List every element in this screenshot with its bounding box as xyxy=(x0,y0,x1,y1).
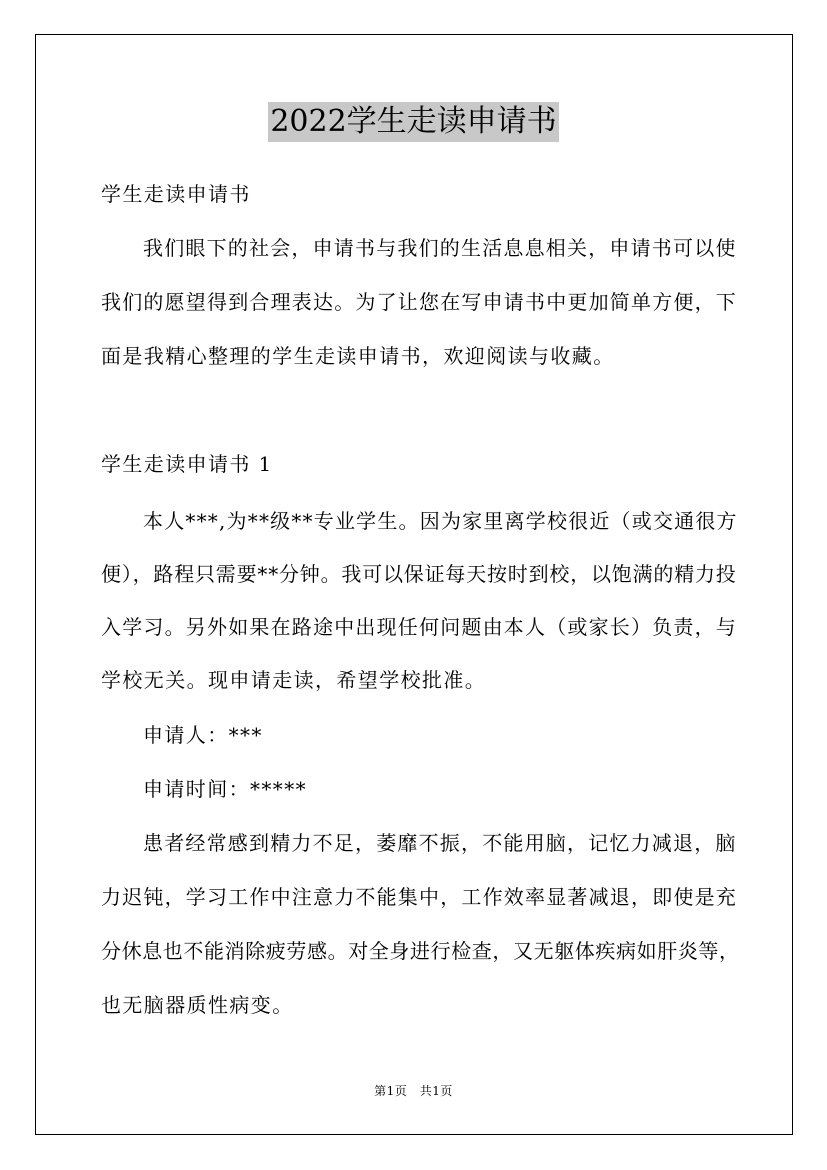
intro-line-2: 我们的愿望得到合理表达。为了让您在写申请书中更加简单方便，下 xyxy=(101,290,737,314)
body-line-1: 本人***,为**级**专业学生。因为家里离学校很近（或交通很方 xyxy=(143,509,738,533)
applicant-line: 申请人：*** xyxy=(143,723,263,747)
apply-time-line: 申请时间：***** xyxy=(143,777,307,801)
intro-line-1: 我们眼下的社会，申请书与我们的生活息息相关，申请书可以使 xyxy=(143,236,737,260)
section-heading: 学生走读申请书 1 xyxy=(101,452,273,476)
document-heading: 学生走读申请书 xyxy=(101,182,251,206)
body-line-2: 便），路程只需要**分钟。我可以保证每天按时到校，以饱满的精力投 xyxy=(101,562,737,586)
extra-line-2: 力迟钝，学习工作中注意力不能集中，工作效率显著减退，即使是充 xyxy=(101,885,737,909)
page-number-footer: 第1页 共1页 xyxy=(374,1084,453,1098)
intro-line-3: 面是我精心整理的学生走读申请书，欢迎阅读与收藏。 xyxy=(101,344,615,368)
title-container xyxy=(0,102,827,142)
body-line-3: 入学习。另外如果在路途中出现任何问题由本人（或家长）负责，与 xyxy=(101,615,737,639)
extra-line-1: 患者经常感到精力不足，萎靡不振，不能用脑，记忆力减退，脑 xyxy=(143,831,737,855)
document-title: 2022学生走读申请书 xyxy=(268,102,558,142)
extra-line-4: 也无脑器质性病变。 xyxy=(101,993,294,1017)
extra-line-3: 分休息也不能消除疲劳感。对全身进行检查，又无躯体疾病如肝炎等， xyxy=(101,939,740,963)
body-line-4: 学校无关。现申请走读，希望学校批准。 xyxy=(101,668,487,692)
